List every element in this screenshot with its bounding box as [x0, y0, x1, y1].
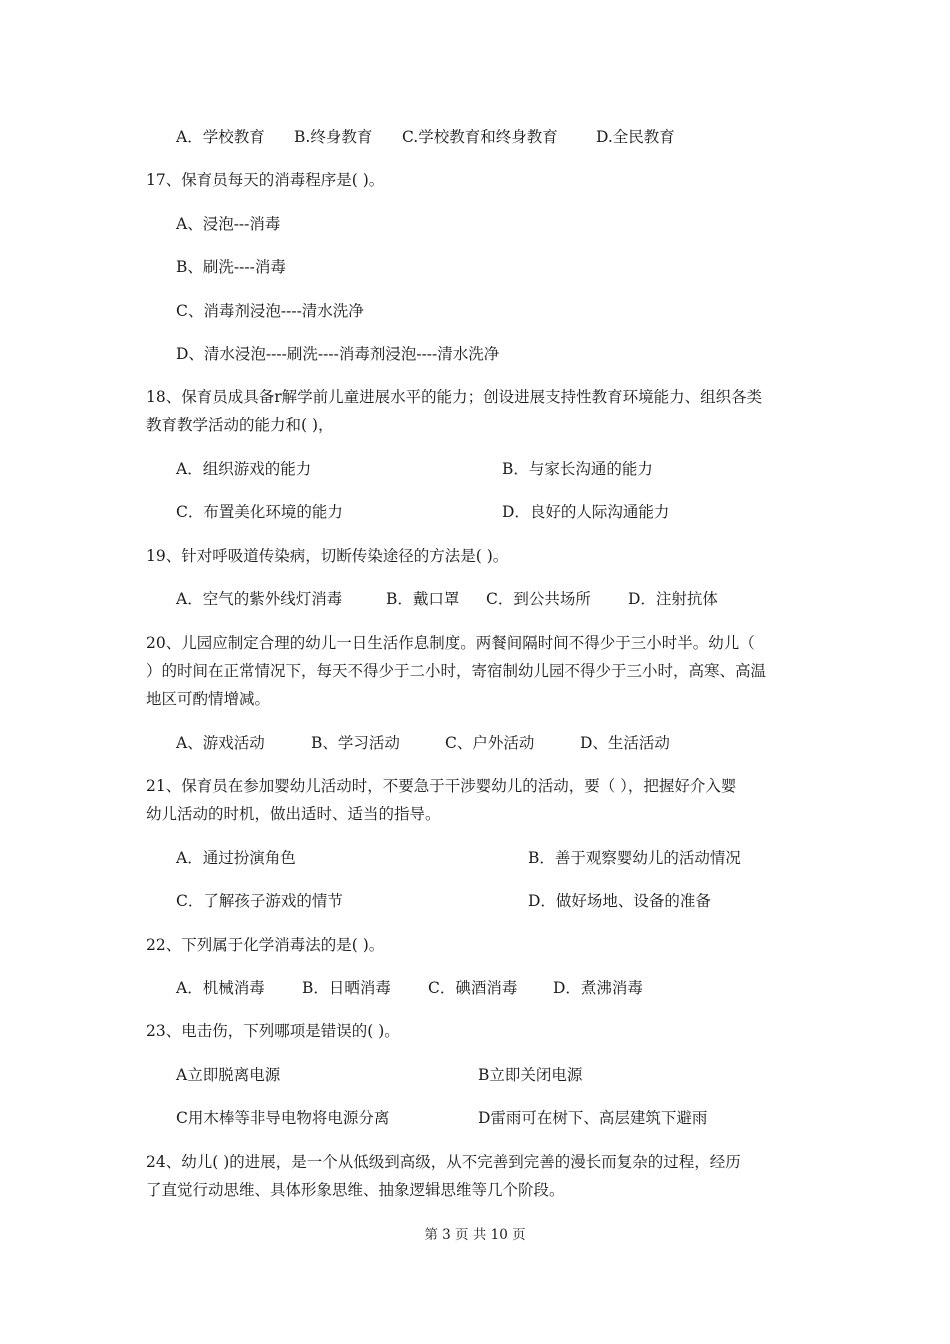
q22-option-d: D．煮沸消毒 — [553, 979, 643, 997]
q23-stem: 23、电击伤，下列哪项是错误的( )。 — [146, 1022, 400, 1040]
q22-option-c: C．碘酒消毒 — [428, 979, 518, 997]
q18-option-d: D．良好的人际沟通能力 — [502, 503, 670, 521]
q16-option-d: D.全民教育 — [596, 128, 675, 146]
page-number-label: 第 3 页 共 10 页 — [424, 1227, 526, 1243]
q19-option-c: C．到公共场所 — [486, 590, 591, 608]
q22-stem: 22、下列属于化学消毒法的是( )。 — [146, 936, 385, 954]
q20-option-a: A、游戏活动 — [176, 734, 265, 752]
q17-option-c: C、消毒剂浸泡----清水洗净 — [176, 302, 364, 320]
q23-option-b: B立即关闭电源 — [478, 1066, 583, 1084]
q22-option-b: B．日晒消毒 — [302, 979, 391, 997]
q24-stem-line-2: 了直觉行动思维、具体形象思维、抽象逻辑思维等几个阶段。 — [146, 1181, 565, 1199]
q21-stem-line-1: 21、保育员在参加婴幼儿活动时，不要急于干涉婴幼儿的活动，要（ ），把握好介入婴 — [146, 777, 737, 795]
q20-option-b: B、学习活动 — [311, 734, 400, 752]
q20-stem-line-1: 20、儿园应制定合理的幼儿一日生活作息制度。两餐间隔时间不得少于三小时半。幼儿（ — [146, 634, 755, 652]
q21-option-a: A．通过扮演角色 — [176, 849, 296, 867]
q18-option-c: C．布置美化环境的能力 — [176, 503, 343, 521]
q20-option-d: D、生活活动 — [580, 734, 670, 752]
q18-option-a: A．组织游戏的能力 — [176, 460, 312, 478]
q21-option-d: D．做好场地、设备的准备 — [528, 892, 711, 910]
q18-option-b: B．与家长沟通的能力 — [502, 460, 653, 478]
q19-option-b: B．戴口罩 — [386, 590, 460, 608]
q21-stem-line-2: 幼儿活动的时机，做出适时、适当的指导。 — [146, 805, 441, 823]
q19-option-d: D．注射抗体 — [628, 590, 718, 608]
q18-stem-line-2: 教育教学活动的能力和( )， — [146, 416, 334, 434]
q22-option-a: A．机械消毒 — [176, 979, 265, 997]
q17-option-a: A、浸泡---消毒 — [176, 215, 281, 233]
q24-stem-line-1: 24、幼儿( )的进展，是一个从低级到高级，从不完善到完善的漫长而复杂的过程，经历 — [146, 1153, 741, 1171]
q19-option-a: A．空气的紫外线灯消毒 — [176, 590, 343, 608]
q20-stem-line-3: 地区可酌情增减。 — [146, 690, 271, 708]
q23-option-a: A立即脱离电源 — [176, 1066, 281, 1084]
q23-option-d: D雷雨可在树下、高层建筑下避雨 — [478, 1109, 708, 1127]
q20-stem-line-2: ）的时间在正常情况下，每天不得少于二小时，寄宿制幼儿园不得少于三小时，高寒、高温 — [146, 662, 767, 680]
q16-option-b: B.终身教育 — [294, 128, 373, 146]
q20-option-c: C、户外活动 — [445, 734, 535, 752]
q18-stem-line-1: 18、保育员成具备r解学前儿童进展水平的能力；创设进展支持性教育环境能力、组织各类 — [146, 388, 763, 406]
q21-option-c: C．了解孩子游戏的情节 — [176, 892, 343, 910]
q23-option-c: C用木棒等非导电物将电源分离 — [176, 1109, 390, 1127]
page-footer — [0, 1226, 950, 1244]
q17-option-b: B、刷洗----消毒 — [176, 258, 286, 276]
q17-option-d: D、清水浸泡----刷洗----消毒剂浸泡----清水洗净 — [176, 345, 500, 363]
q16-option-c: C.学校教育和终身教育 — [402, 128, 558, 146]
q17-stem: 17、保育员每天的消毒程序是( )。 — [146, 171, 385, 189]
q19-stem: 19、针对呼吸道传染病，切断传染途径的方法是( )。 — [146, 547, 509, 565]
q16-option-a: A．学校教育 — [176, 128, 265, 146]
q21-option-b: B．善于观察婴幼儿的活动情况 — [528, 849, 741, 867]
